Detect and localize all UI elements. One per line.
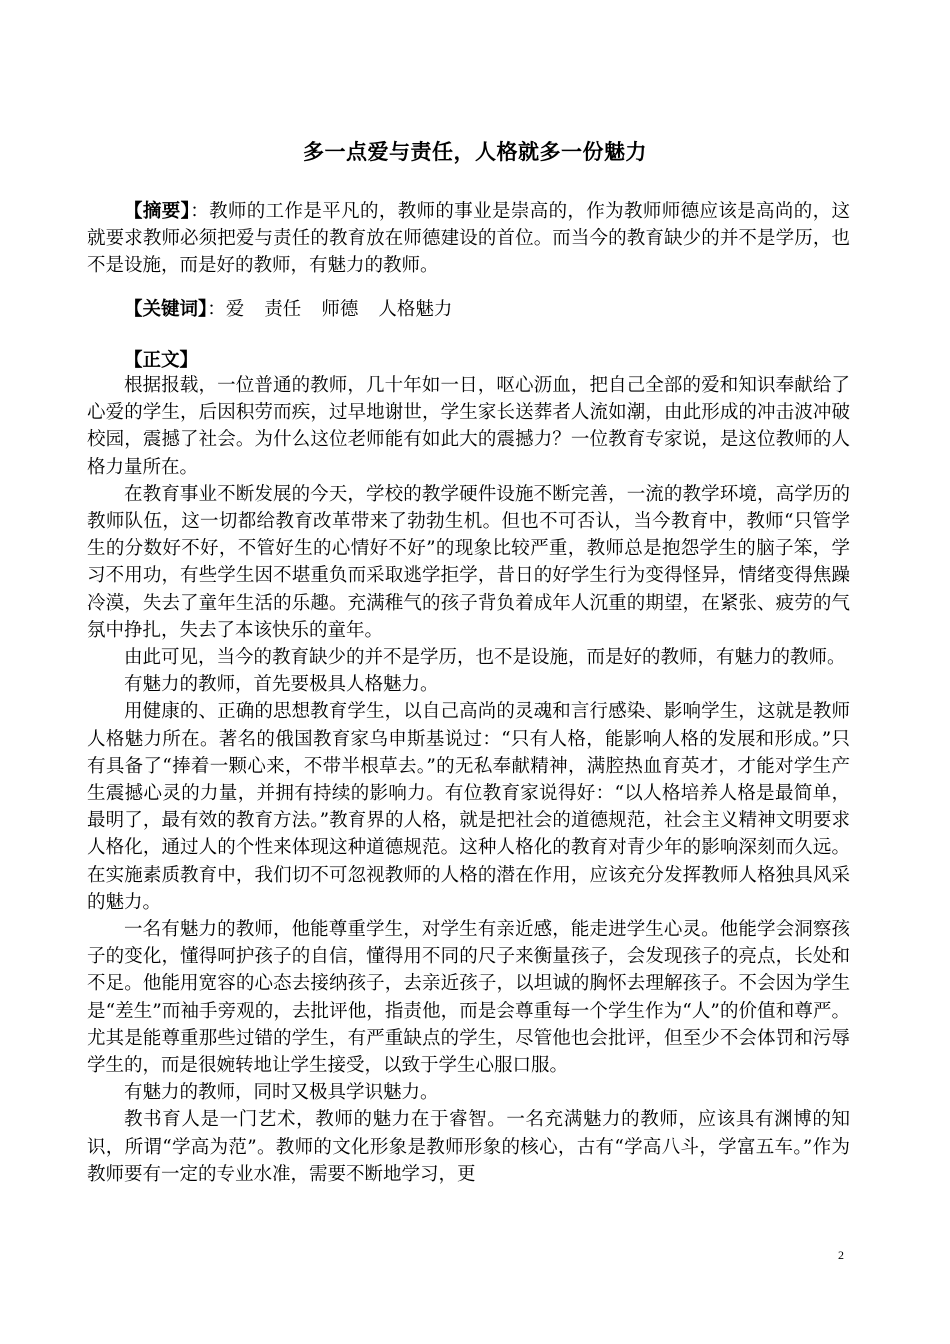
body-paragraph: 由此可见，当今的教育缺少的并不是学历，也不是设施，而是好的教师，有魅力的教师。	[124, 647, 846, 669]
keyword-item: 师德	[321, 299, 359, 320]
abstract-text: ：教师的工作是平凡的，教师的事业是崇高的，作为教师师德应该是高尚的，这就要求教师必须把爱与责任的教育放在师德建设的首位。而当今的教育缺少的并不是学历，也不是设施，而是好的教师，有魅力的教师。	[87, 201, 850, 277]
keyword-item: 人格魅力	[378, 299, 453, 320]
keywords-label: 【关键词】	[124, 299, 208, 320]
main-heading-section	[87, 347, 850, 374]
body-paragraph: 有魅力的教师，同时又极具学识魅力。	[124, 1082, 439, 1104]
abstract-paragraph	[87, 198, 850, 280]
body-paragraph: 根据报载，一位普通的教师，几十年如一日，呕心沥血，把自己全部的爱和知识奉献给了心爱的学生，后因积劳而疾，过早地谢世，学生家长送葬者人流如潮，由此形成的冲击波冲破校园，震撼了社会。为什么这位老师能有如此大的震撼力？一位教育专家说，是这位教师的人格力量所在。	[87, 375, 850, 478]
body-paragraph: 教书育人是一门艺术，教师的魅力在于睿智。一名充满魅力的教师，应该具有渊博的知识，所谓“学高为范”。教师的文化形象是教师形象的核心，古有“学高八斗，学富五车。”作为教师要有一定的专业水准，需要不断地学习，更	[87, 1109, 850, 1185]
body-paragraph: 有魅力的教师，首先要极具人格魅力。	[124, 674, 439, 696]
keyword-item: 责任	[264, 299, 302, 320]
keywords-row	[87, 296, 850, 323]
body-paragraph: 在教育事业不断发展的今天，学校的教学硬件设施不断完善，一流的教学环境，高学历的教师队伍，这一切都给教育改革带来了勃勃生机。但也不可否认，当今教育中，教师“只管学生的分数好不好，不管好生的心情好不好”的现象比较严重，教师总是抱怨学生的脑子笨，学习不用功，有些学生因不堪重负而采取逃学拒学，昔日的好学生行为变得怪异，情绪变得焦躁冷漠，失去了童年生活的乐趣。充满稚气的孩子背负着成年人沉重的期望，在紧张、疲劳的气氛中挣扎，失去了本该快乐的童年。	[87, 483, 850, 641]
abstract-section	[87, 198, 850, 280]
main-heading-row	[87, 347, 850, 374]
keywords-separator: ：	[207, 299, 226, 320]
keyword-item: 爱	[225, 299, 245, 320]
keywords-section	[87, 296, 850, 323]
body-paragraph: 用健康的、正确的思想教育学生，以自己高尚的灵魂和言行感染、影响学生，这就是教师人格魅力所在。著名的俄国教育家乌申斯基说过：“只有人格，能影响人格的发展和形成。”只有具备了“捧着一颗心来，不带半根草去。”的无私奉献精神，满腔热血育英才，才能对学生产生震撼心灵的力量，并拥有持续的影响力。有位教育家说得好：“以人格培养人格是最简单，最明了，最有效的教育方法。”教育界的人格，就是把社会的道德规范，社会主义精神文明要求人格化，通过人的个性来体现这种道德规范。这种人格化的教育对青少年的影响深刻而久远。在实施素质教育中，我们切不可忽视教师的人格的潜在作用，应该充分发挥教师人格独具风采的魅力。	[87, 701, 850, 913]
page-number: 2	[838, 1248, 844, 1262]
body-paragraph: 一名有魅力的教师，他能尊重学生，对学生有亲近感，能走进学生心灵。他能学会洞察孩子的变化，懂得呵护孩子的自信，懂得用不同的尺子来衡量孩子，会发现孩子的亮点，长处和不足。他能用宽容的心态去接纳孩子，去亲近孩子，以坦诚的胸怀去理解孩子。不会因为学生是“差生”而袖手旁观的，去批评他，指责他，而是会尊重每一个学生作为“人”的价值和尊严。尤其是能尊重那些过错的学生，有严重缺点的学生，尽管他也会批评，但至少不会体罚和污辱学生的，而是很婉转地让学生接受，以致于学生心服口服。	[87, 919, 850, 1077]
main-body	[87, 372, 850, 1188]
document-title: 多一点爱与责任，人格就多一份魅力	[303, 139, 647, 164]
main-label: 【正文】	[124, 350, 199, 371]
abstract-label: 【摘要】	[124, 201, 191, 222]
